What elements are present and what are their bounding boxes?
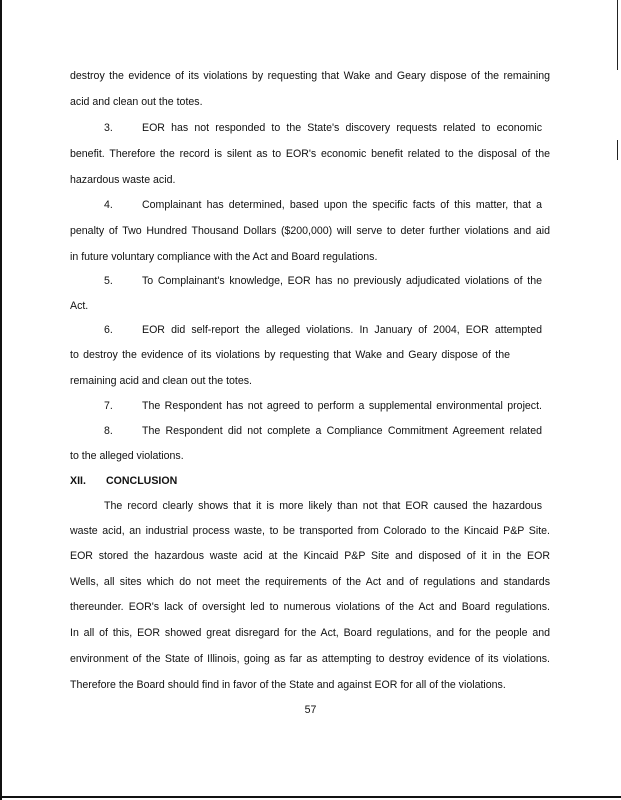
scan-edge-right bbox=[617, 0, 618, 70]
text-line: environment of the State of Illinois, going as far as attempting to destroy evidence of its violations. bbox=[70, 653, 550, 665]
text-line: Act. bbox=[70, 300, 89, 312]
text-line: acid and clean out the totes. bbox=[70, 96, 203, 108]
text-line: Complainant has determined, based upon the specific facts of this matter, that a bbox=[142, 199, 542, 211]
text-line: remaining acid and clean out the totes. bbox=[70, 375, 252, 387]
item-number: 8. bbox=[104, 425, 113, 437]
text-line: EOR has not responded to the State's discovery requests related to economic bbox=[142, 122, 542, 134]
text-line: EOR did self-report the alleged violations. In January of 2004, EOR attempted bbox=[142, 324, 542, 336]
text-line: to destroy the evidence of its violations by requesting that Wake and Geary dispose of the bbox=[70, 349, 510, 361]
text-line: in future voluntary compliance with the Act and Board regulations. bbox=[70, 251, 378, 263]
item-number: 6. bbox=[104, 324, 113, 336]
text-line: To Complainant's knowledge, EOR has no previously adjudicated violations of the bbox=[142, 275, 542, 287]
text-line: benefit. Therefore the record is silent as to EOR's economic benefit related to the disposal of the bbox=[70, 148, 550, 160]
text-line: hazardous waste acid. bbox=[70, 174, 176, 186]
text-line: The record clearly shows that it is more likely than not that EOR caused the hazardous bbox=[104, 500, 542, 512]
text-line: The Respondent did not complete a Compliance Commitment Agreement related bbox=[142, 425, 542, 437]
section-number: XII. bbox=[70, 475, 86, 487]
text-line: destroy the evidence of its violations by requesting that Wake and Geary dispose of the remaining bbox=[70, 70, 550, 82]
text-line: penalty of Two Hundred Thousand Dollars ($200,000) will serve to deter further violations and aid bbox=[70, 225, 550, 237]
text-line: thereunder. EOR's lack of oversight led to numerous violations of the Act and Board regulations. bbox=[70, 601, 550, 613]
item-number: 5. bbox=[104, 275, 113, 287]
scan-edge-bottom bbox=[0, 796, 621, 798]
text-line: The Respondent has not agreed to perform a supplemental environmental project. bbox=[142, 400, 542, 412]
section-heading bbox=[70, 474, 177, 488]
section-title: CONCLUSION bbox=[106, 475, 178, 487]
item-number: 3. bbox=[104, 122, 113, 134]
text-line: Wells, all sites which do not meet the requirements of the Act and of regulations and standards bbox=[70, 576, 550, 588]
scan-edge-left bbox=[0, 0, 2, 800]
scan-edge-right-mark bbox=[617, 140, 618, 160]
text-line: waste acid, an industrial process waste, to be transported from Colorado to the Kincaid P&P Site. bbox=[70, 525, 550, 537]
item-number: 4. bbox=[104, 199, 113, 211]
text-line: In all of this, EOR showed great disregard for the Act, Board regulations, and for the people and bbox=[70, 627, 550, 639]
text-line: EOR stored the hazardous waste acid at the Kincaid P&P Site and disposed of it in the EOR bbox=[70, 550, 550, 562]
page-number: 57 bbox=[304, 704, 317, 716]
text-line: Therefore the Board should find in favor of the State and against EOR for all of the violations. bbox=[70, 679, 506, 691]
item-number: 7. bbox=[104, 400, 113, 412]
text-line: to the alleged violations. bbox=[70, 450, 184, 462]
